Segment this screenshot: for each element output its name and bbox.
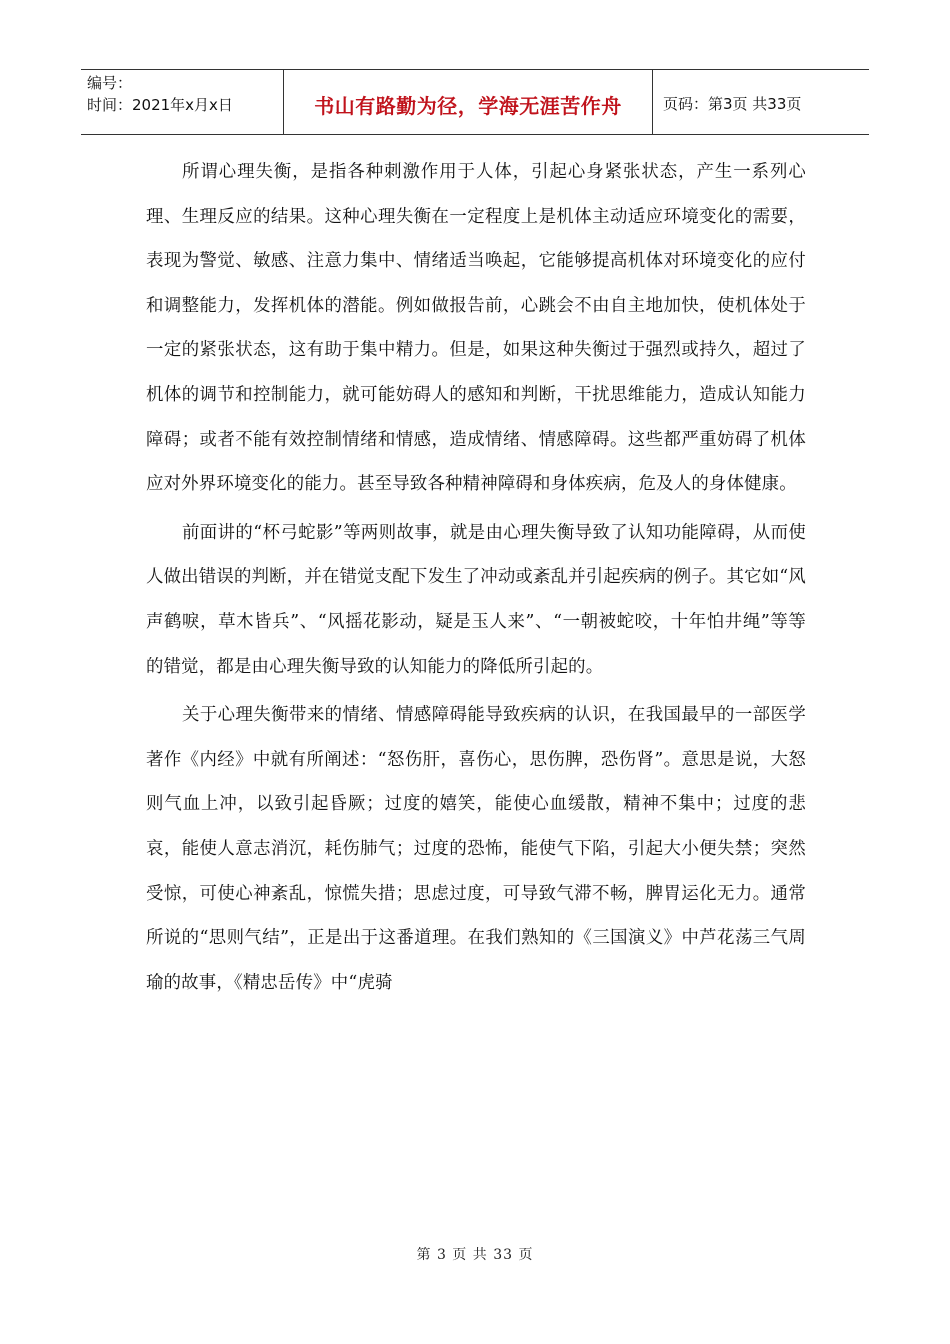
document-body <box>146 150 806 1005</box>
header-motto: 书山有路勤为径，学海无涯苦作舟 <box>283 70 653 134</box>
body-paragraph: 所谓心理失衡，是指各种刺激作用于人体，引起心身紧张状态，产生一系列心理、生理反应的结果。这种心理失衡在一定程度上是机体主动适应环境变化的需要，表现为警觉、敏感、注意力集中、情绪适当唤起，它能够提高机体对环境变化的应付和调整能力，发挥机体的潜能。例如做报告前，心跳会不由自主地加快，使机体处于一定的紧张状态，这有助于集中精力。但是，如果这种失衡过于强烈或持久，超过了机体的调节和控制能力，就可能妨碍人的感知和判断，干扰思维能力，造成认知能力障碍；或者不能有效控制情绪和情感，造成情绪、情感障碍。这些都严重妨碍了机体应对外界环境变化的能力。甚至导致各种精神障碍和身体疾病，危及人的身体健康。 <box>146 162 806 495</box>
page-header <box>81 69 869 135</box>
document-number-label: 编号： <box>87 74 133 92</box>
document-date: 时间：2021年x月x日 <box>87 96 233 114</box>
header-page-info: 页码：第3页 共33页 <box>663 94 802 113</box>
page-footer: 第 3 页 共 33 页 <box>416 1247 534 1263</box>
body-paragraph: 前面讲的“杯弓蛇影”等两则故事，就是由心理失衡导致了认知功能障碍，从而使人做出错误的判断，并在错觉支配下发生了冲动或紊乱并引起疾病的例子。其它如“风声鹤唳，草木皆兵”、“风摇花影动，疑是玉人来”、“一朝被蛇咬，十年怕井绳”等等的错觉，都是由心理失衡导致的认知能力的降低所引起的。 <box>146 522 806 677</box>
header-meta <box>81 70 283 134</box>
body-paragraph: 关于心理失衡带来的情绪、情感障碍能导致疾病的认识，在我国最早的一部医学著作《内经》中就有所阐述：“怒伤肝，喜伤心，思伤脾，恐伤肾”。意思是说，大怒则气血上冲，以致引起昏厥；过度的嬉笑，能使心血缓散，精神不集中；过度的悲哀，能使人意志消沉，耗伤肺气；过度的恐怖，能使气下陷，引起大小便失禁；突然受惊，可使心神紊乱，惊慌失措；思虑过度，可导致气滞不畅，脾胃运化无力。通常所说的“思则气结”，正是出于这番道理。在我们熟知的《三国演义》中芦花荡三气周瑜的故事，《精忠岳传》中“虎骑 <box>146 705 806 993</box>
